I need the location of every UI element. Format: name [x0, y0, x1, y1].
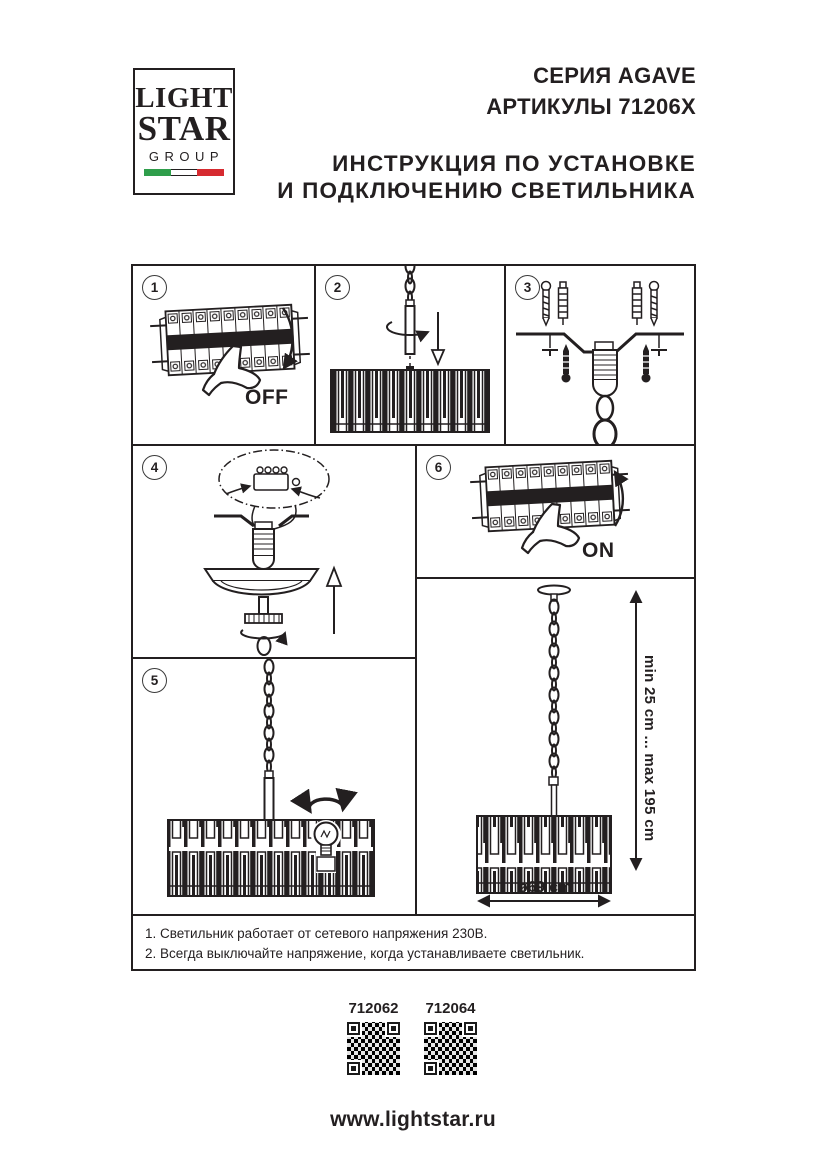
- website-url: www.lightstar.ru: [330, 1108, 496, 1131]
- power-on-drawing: [417, 446, 694, 577]
- step-panel-2: [314, 264, 506, 446]
- canopy-plate: [205, 569, 318, 581]
- qr-code-right: [424, 1022, 477, 1075]
- chandelier-drum-drawing: [331, 370, 489, 432]
- step-number-badge: 3: [515, 275, 540, 300]
- article-number-left: 712062: [348, 1000, 399, 1017]
- install-bulb-drawing: [133, 659, 415, 914]
- threaded-cup: [253, 529, 274, 556]
- article-number-right: 712064: [425, 1000, 476, 1017]
- qr-code-left: [347, 1022, 400, 1075]
- document-title: [277, 150, 696, 204]
- notes-box: [131, 914, 696, 971]
- terminal-block-drawing: [226, 467, 320, 498]
- step-number-badge: 1: [142, 275, 167, 300]
- step-number-badge: 6: [426, 455, 451, 480]
- suspension-rod: [265, 778, 274, 820]
- wire-arrow: [226, 486, 250, 494]
- step-panel-3: [504, 264, 696, 446]
- height-range-label: min 25 cm ... max 195 cm: [641, 655, 658, 842]
- chain-drawing: [265, 660, 274, 773]
- dimensions-panel: [415, 577, 696, 916]
- rotate-arrow-icon: [309, 799, 343, 811]
- wiring-canopy-drawing: [133, 446, 415, 657]
- note-line-1: 1. Светильник работает от сетевого напряжения 230В.: [145, 926, 488, 941]
- chain-drawing: [406, 266, 415, 304]
- chandelier-drum-drawing: [168, 820, 374, 896]
- step-panel-4: [131, 444, 417, 659]
- ceiling-cup: [538, 586, 570, 595]
- wire-arrow: [292, 489, 320, 498]
- lightstar-logo: [133, 68, 235, 195]
- title-line-1: ИНСТРУКЦИЯ ПО УСТАНОВКЕ: [332, 151, 696, 176]
- logo-word-light: LIGHT: [135, 82, 233, 114]
- series-name: СЕРИЯ AGAVE: [533, 63, 696, 88]
- step-panel-6: [415, 444, 696, 579]
- header: [277, 60, 696, 204]
- chain-link-icon: [594, 420, 616, 444]
- step-number-badge: 4: [142, 455, 167, 480]
- diameter-label: ø69 cm: [518, 879, 572, 896]
- article-numbers: АРТИКУЛЫ 71206X: [486, 94, 696, 119]
- note-line-2: 2. Всегда выключайте напряжение, когда устанавливаете светильник.: [145, 946, 585, 961]
- logo-word-star: STAR: [137, 109, 231, 148]
- step-panel-5: [131, 657, 417, 916]
- chain-link-icon: [597, 396, 613, 420]
- threaded-rod: [406, 306, 415, 354]
- italian-flag-icon: [144, 169, 224, 176]
- step-panel-1: [131, 264, 316, 446]
- title-line-2: И ПОДКЛЮЧЕНИЮ СВЕТИЛЬНИКА: [277, 178, 696, 203]
- logo-word-group: GROUP: [148, 149, 225, 164]
- canopy-dome: [213, 581, 310, 595]
- chain-link-icon: [258, 637, 271, 655]
- on-label: ON: [582, 539, 615, 562]
- step-number-badge: 2: [325, 275, 350, 300]
- chain-drawing: [550, 600, 559, 779]
- step-number-badge: 5: [142, 668, 167, 693]
- off-label: OFF: [245, 386, 289, 409]
